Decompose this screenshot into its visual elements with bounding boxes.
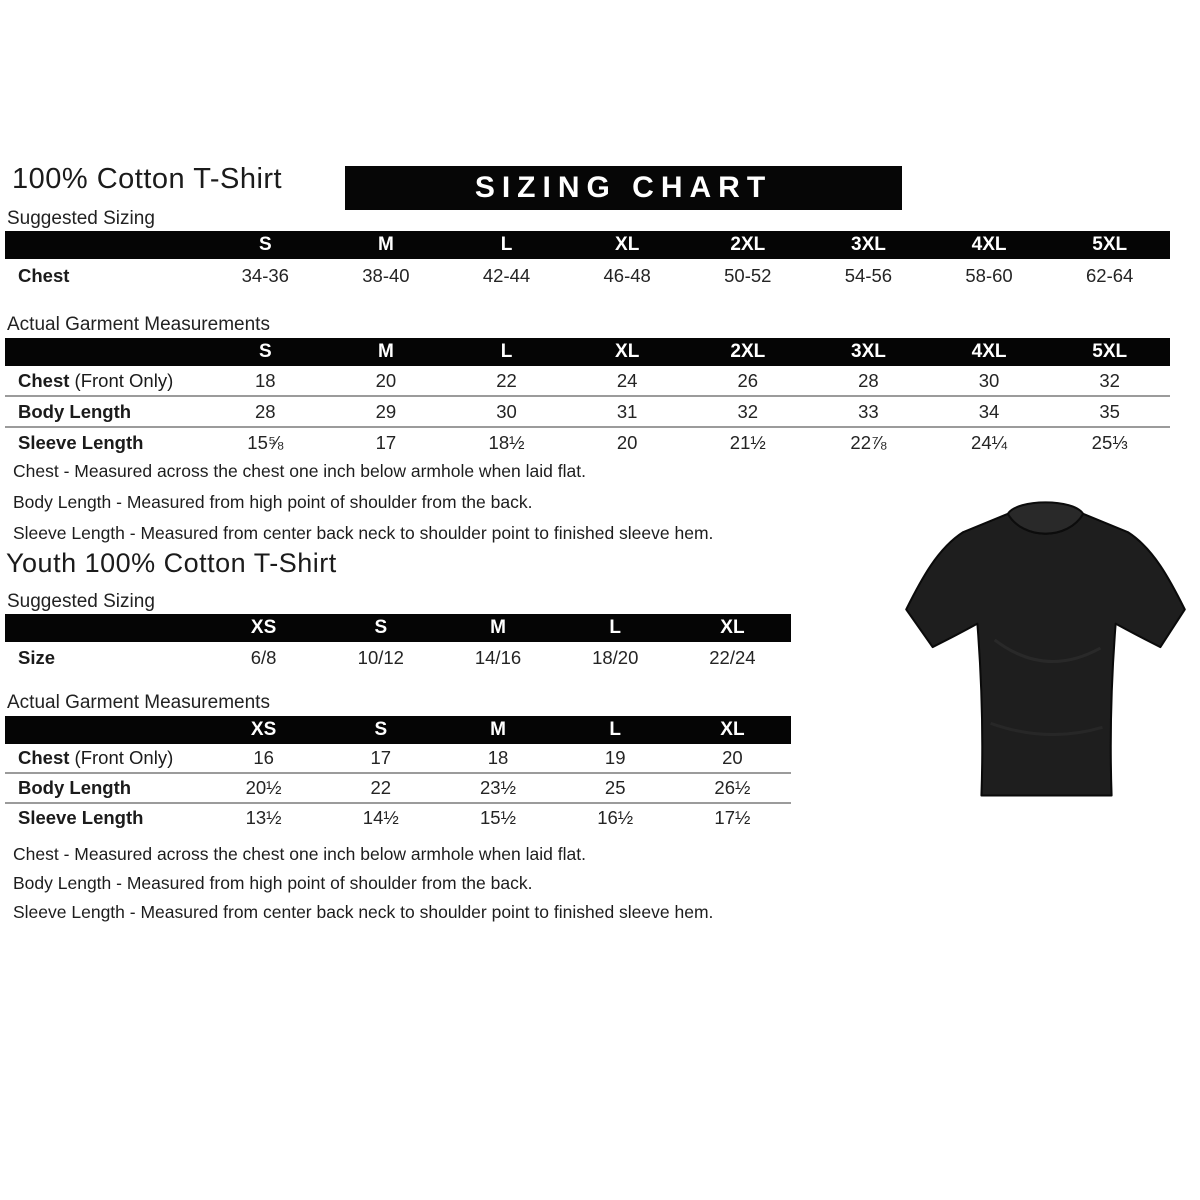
measurement-cell: 35 xyxy=(1099,400,1120,422)
measurement-cell: 20 xyxy=(616,431,638,453)
size-column-header: XL xyxy=(720,719,745,740)
measurement-cell: 21½ xyxy=(729,431,766,453)
measurement-cell: 28 xyxy=(255,400,276,422)
size-column-header: 3XL xyxy=(851,234,886,255)
measurement-cell: 38-40 xyxy=(362,264,410,286)
measurement-cell: 32 xyxy=(737,400,759,422)
size-column-header: M xyxy=(378,341,394,362)
measurement-cell: 26½ xyxy=(714,777,751,798)
youth-measurement-notes xyxy=(13,840,713,927)
measurement-cell: 23½ xyxy=(480,777,517,798)
measurement-cell: 62-64 xyxy=(1086,264,1134,286)
sizing-chart-banner-label: SIZING CHART xyxy=(474,171,773,204)
measurement-cell: 22/24 xyxy=(709,646,756,668)
table-row xyxy=(5,366,1170,395)
measurement-cell: 14/16 xyxy=(474,646,522,668)
size-column-header: M xyxy=(378,234,394,255)
size-column-header: S xyxy=(258,341,272,362)
table-row xyxy=(5,772,791,802)
youth-actual-measurements-table xyxy=(5,716,791,832)
table-row xyxy=(5,642,791,673)
measurement-cell: 50-52 xyxy=(724,264,772,286)
measurement-cell: 18 xyxy=(487,747,509,768)
note-sleeve-length: Sleeve Length - Measured from center back neck to shoulder point to finished sleeve hem. xyxy=(13,523,714,543)
table-header-row xyxy=(5,614,791,642)
table-row xyxy=(5,426,1170,457)
size-column-header: L xyxy=(500,234,513,255)
size-column-header: M xyxy=(490,719,506,740)
measurement-cell: 19 xyxy=(604,747,626,768)
size-column-header: 2XL xyxy=(730,234,766,255)
row-label: Sleeve Length xyxy=(18,807,144,828)
youth-suggested-sizing-table xyxy=(5,614,791,673)
measurement-cell: 30 xyxy=(978,369,1000,391)
row-label: Sleeve Length xyxy=(18,431,144,453)
measurement-cell: 16 xyxy=(253,747,274,768)
measurement-cell: 31 xyxy=(616,400,638,422)
black-tshirt-image xyxy=(893,487,1198,803)
size-column-header: L xyxy=(609,719,622,740)
size-column-header: XL xyxy=(720,617,745,638)
measurement-cell: 14½ xyxy=(362,807,399,828)
size-column-header: L xyxy=(500,341,513,362)
size-column-header: XL xyxy=(615,234,640,255)
size-column-header: M xyxy=(490,617,506,638)
measurement-cell: 16½ xyxy=(597,807,634,828)
table-header-row xyxy=(5,338,1170,366)
measurement-cell: 25⅓ xyxy=(1091,431,1128,453)
measurement-cell: 20 xyxy=(722,747,743,768)
table-row xyxy=(5,259,1170,292)
measurement-cell: 26 xyxy=(737,369,759,391)
measurement-cell: 18½ xyxy=(488,431,525,453)
measurement-cell: 15⅝ xyxy=(247,431,284,453)
row-label: Chest xyxy=(18,264,70,286)
size-column-header: XS xyxy=(250,719,277,740)
note-chest: Chest - Measured across the chest one inch below armhole when laid flat. xyxy=(13,844,586,864)
table-row xyxy=(5,395,1170,426)
note-chest: Chest - Measured across the chest one inch below armhole when laid flat. xyxy=(13,461,586,481)
table-header-row xyxy=(5,716,791,744)
youth-actual-measurements-label: Actual Garment Measurements xyxy=(7,692,270,713)
measurement-cell: 34 xyxy=(978,400,1000,422)
measurement-cell: 20 xyxy=(375,369,397,391)
youth-section-title: Youth 100% Cotton T-Shirt xyxy=(6,548,337,578)
note-body-length: Body Length - Measured from high point of shoulder from the back. xyxy=(13,873,533,893)
measurement-cell: 18 xyxy=(255,369,276,391)
measurement-cell: 18/20 xyxy=(592,646,639,668)
measurement-cell: 24 xyxy=(616,369,638,391)
measurement-cell: 13½ xyxy=(245,807,282,828)
size-column-header: 5XL xyxy=(1092,341,1128,362)
size-column-header: L xyxy=(609,617,622,638)
measurement-cell: 22 xyxy=(370,777,392,798)
measurement-cell: 32 xyxy=(1099,369,1120,391)
row-label: Chest (Front Only) xyxy=(18,747,174,768)
size-column-header: 4XL xyxy=(971,341,1007,362)
size-column-header: S xyxy=(258,234,272,255)
adult-suggested-sizing-label: Suggested Sizing xyxy=(7,208,155,229)
measurement-cell: 30 xyxy=(496,400,517,422)
size-column-header: S xyxy=(374,719,388,740)
measurement-cell: 17 xyxy=(370,747,392,768)
adult-actual-measurements-label: Actual Garment Measurements xyxy=(7,314,270,335)
table-row xyxy=(5,802,791,832)
measurement-cell: 22 xyxy=(496,369,517,391)
adult-suggested-sizing-table xyxy=(5,231,1170,292)
measurement-cell: 6/8 xyxy=(250,646,277,668)
measurement-cell: 42-44 xyxy=(482,264,531,286)
table-header-row xyxy=(5,231,1170,259)
row-label: Chest (Front Only) xyxy=(18,369,174,391)
measurement-cell: 22⅞ xyxy=(850,431,887,453)
row-label: Size xyxy=(18,646,56,668)
youth-suggested-sizing-label: Suggested Sizing xyxy=(7,591,155,612)
note-body-length: Body Length - Measured from high point of shoulder from the back. xyxy=(13,492,533,512)
adult-measurement-notes xyxy=(13,456,713,549)
measurement-cell: 29 xyxy=(375,400,397,422)
measurement-cell: 24¼ xyxy=(971,431,1008,453)
measurement-cell: 28 xyxy=(858,369,879,391)
size-column-header: 2XL xyxy=(730,341,766,362)
size-column-header: 4XL xyxy=(971,234,1007,255)
sizing-chart-banner xyxy=(345,166,902,210)
measurement-cell: 10/12 xyxy=(357,646,404,668)
tshirt-graphic xyxy=(893,487,1198,803)
measurement-cell: 54-56 xyxy=(844,264,893,286)
measurement-cell: 58-60 xyxy=(965,264,1013,286)
measurement-cell: 17 xyxy=(375,431,397,453)
size-column-header: 3XL xyxy=(851,341,886,362)
measurement-cell: 34-36 xyxy=(241,264,289,286)
measurement-cell: 25 xyxy=(604,777,626,798)
adult-actual-measurements-table xyxy=(5,338,1170,457)
row-label: Body Length xyxy=(18,777,132,798)
size-column-header: XS xyxy=(250,617,277,638)
measurement-cell: 33 xyxy=(858,400,879,422)
measurement-cell: 17½ xyxy=(714,807,751,828)
size-column-header: S xyxy=(374,617,388,638)
page-title: 100% Cotton T-Shirt xyxy=(12,163,283,195)
measurement-cell: 46-48 xyxy=(603,264,651,286)
table-row xyxy=(5,744,791,772)
measurement-cell: 20½ xyxy=(245,777,282,798)
size-column-header: XL xyxy=(615,341,640,362)
size-column-header: 5XL xyxy=(1092,234,1128,255)
measurement-cell: 15½ xyxy=(480,807,517,828)
row-label: Body Length xyxy=(18,400,132,422)
note-sleeve-length: Sleeve Length - Measured from center back neck to shoulder point to finished sleeve hem. xyxy=(13,902,714,922)
